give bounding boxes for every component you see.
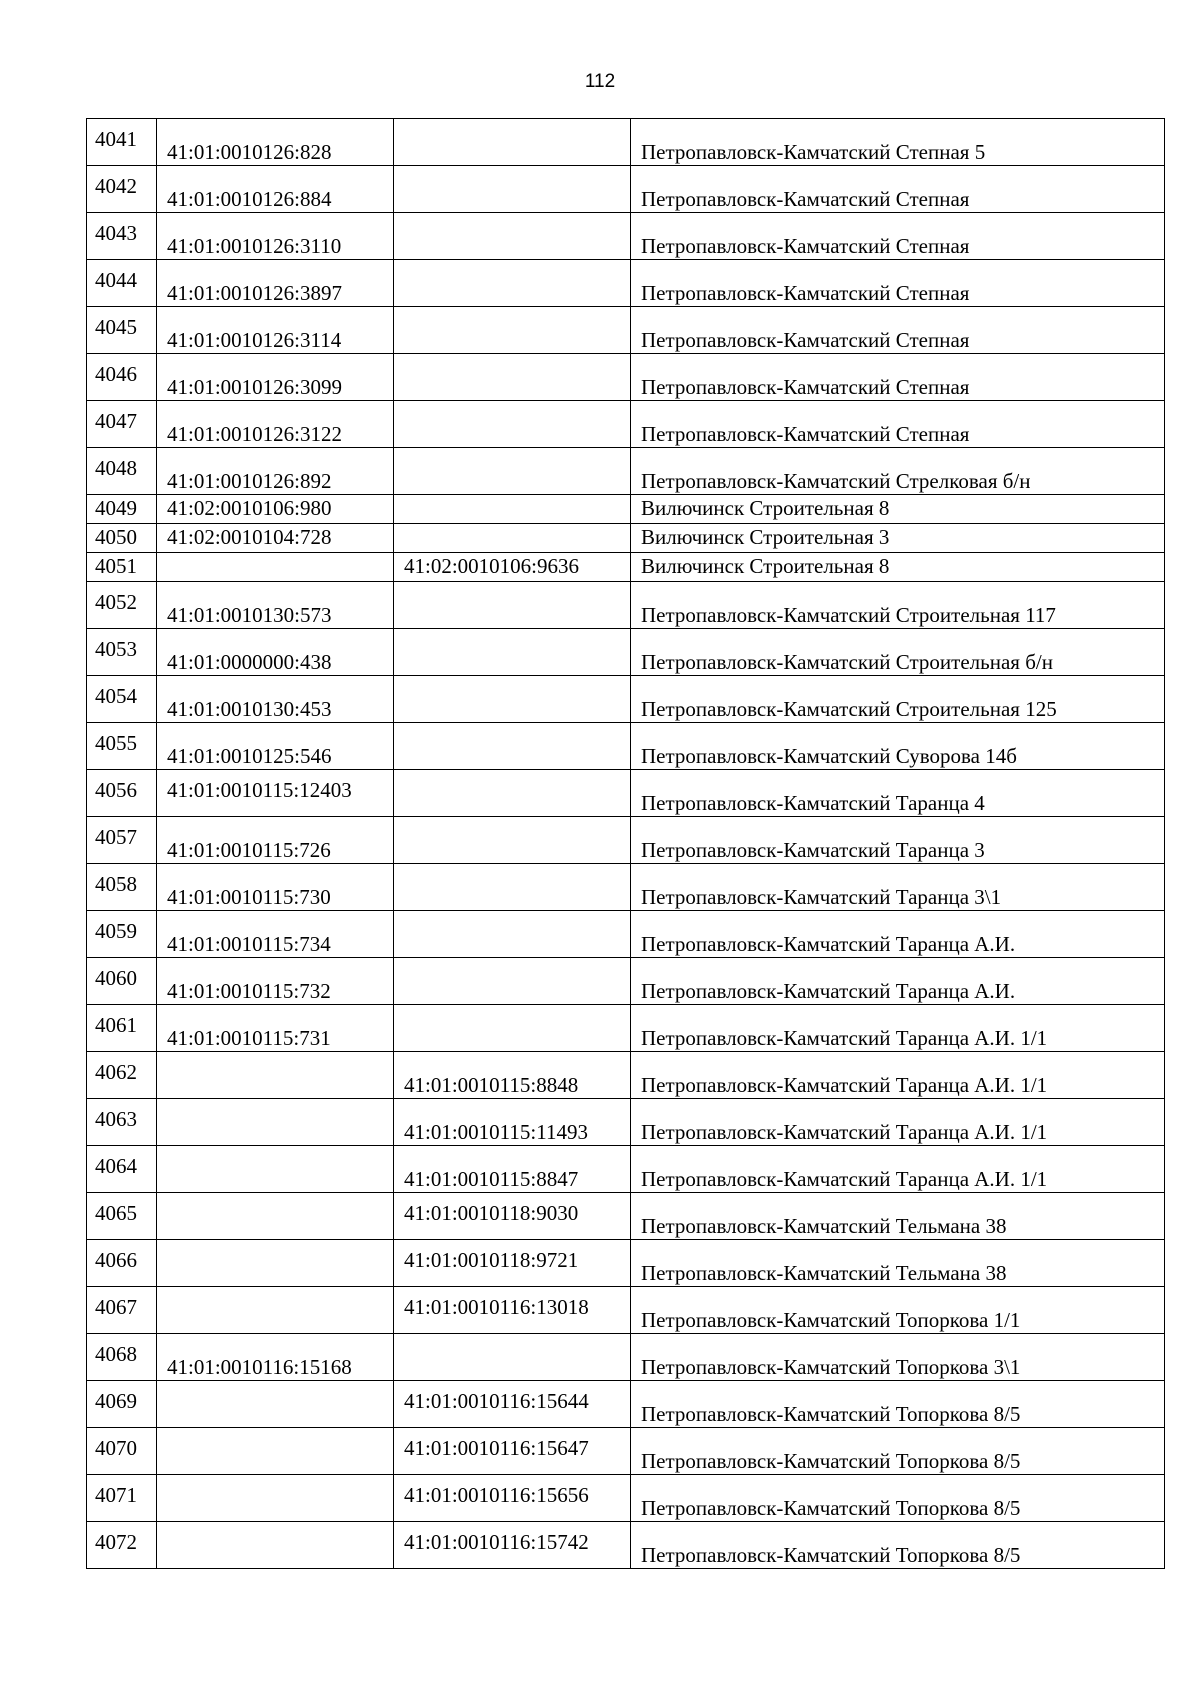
cadastral-number-cell — [157, 1287, 394, 1334]
address-cell — [631, 1193, 1165, 1240]
cadastral-number-cell — [157, 553, 394, 582]
cadastral-number-cell — [157, 1522, 394, 1569]
table-row — [87, 817, 1165, 864]
cadastral-number-text: 41:01:0010115:730 — [167, 885, 331, 909]
cadastral-number-2-text: 41:01:0010115:11493 — [404, 1120, 588, 1144]
row-number-text: 4071 — [95, 1483, 137, 1507]
cadastral-number-2-cell — [394, 723, 631, 770]
cadastral-number-text: 41:01:0010126:3122 — [167, 422, 343, 446]
cadastral-number-cell — [157, 448, 394, 495]
table-row — [87, 1475, 1165, 1522]
address-text: Петропавловск-Камчатский Степная — [641, 281, 970, 305]
address-text: Петропавловск-Камчатский Таранца А.И. — [641, 979, 1016, 1003]
address-text: Петропавловск-Камчатский Степная — [641, 187, 970, 211]
row-number-cell — [87, 1193, 157, 1240]
cadastral-number-cell — [157, 495, 394, 524]
address-cell — [631, 1146, 1165, 1193]
row-number-cell — [87, 723, 157, 770]
row-number-cell — [87, 629, 157, 676]
table-row — [87, 307, 1165, 354]
cadastral-number-text: 41:01:0010126:828 — [167, 140, 332, 164]
row-number-text: 4046 — [95, 362, 137, 386]
cadastral-number-text: 41:01:0010115:12403 — [167, 778, 352, 802]
cadastral-number-text: 41:01:0010126:892 — [167, 469, 332, 493]
cadastral-number-2-cell — [394, 864, 631, 911]
cadastral-number-2-text: 41:01:0010116:13018 — [404, 1295, 589, 1319]
table-row — [87, 1240, 1165, 1287]
row-number-text: 4062 — [95, 1060, 137, 1084]
row-number-text: 4056 — [95, 778, 137, 802]
cadastral-number-2-cell — [394, 354, 631, 401]
cadastral-number-2-cell — [394, 1381, 631, 1428]
row-number-text: 4059 — [95, 919, 137, 943]
row-number-cell — [87, 260, 157, 307]
row-number-cell — [87, 495, 157, 524]
row-number-text: 4045 — [95, 315, 137, 339]
cadastral-number-cell — [157, 911, 394, 958]
cadastral-number-text: 41:02:0010104:728 — [167, 525, 332, 549]
cadastral-number-text: 41:01:0010115:734 — [167, 932, 331, 956]
cadastral-number-2-text: 41:01:0010116:15656 — [404, 1483, 589, 1507]
row-number-text: 4067 — [95, 1295, 137, 1319]
address-cell — [631, 1099, 1165, 1146]
cadastral-number-cell — [157, 119, 394, 166]
cadastral-number-cell — [157, 1193, 394, 1240]
row-number-text: 4058 — [95, 872, 137, 896]
table-row — [87, 770, 1165, 817]
row-number-cell — [87, 1287, 157, 1334]
cadastral-number-2-cell — [394, 495, 631, 524]
cadastral-number-2-cell — [394, 307, 631, 354]
row-number-cell — [87, 1334, 157, 1381]
table-row — [87, 213, 1165, 260]
table-row — [87, 119, 1165, 166]
cadastral-number-2-cell — [394, 1099, 631, 1146]
cadastral-number-2-cell — [394, 524, 631, 553]
row-number-cell — [87, 307, 157, 354]
row-number-text: 4064 — [95, 1154, 137, 1178]
row-number-cell — [87, 1428, 157, 1475]
address-text: Петропавловск-Камчатский Степная — [641, 422, 970, 446]
row-number-text: 4053 — [95, 637, 137, 661]
address-text: Петропавловск-Камчатский Степная — [641, 234, 970, 258]
row-number-text: 4063 — [95, 1107, 137, 1131]
table-row — [87, 401, 1165, 448]
cadastral-number-cell — [157, 1475, 394, 1522]
row-number-cell — [87, 524, 157, 553]
cadastral-number-2-cell — [394, 1287, 631, 1334]
address-cell — [631, 1334, 1165, 1381]
cadastral-number-text: 41:01:0010116:15168 — [167, 1355, 352, 1379]
cadastral-number-cell — [157, 1334, 394, 1381]
cadastral-number-cell — [157, 817, 394, 864]
row-number-text: 4052 — [95, 590, 137, 614]
cadastral-number-cell — [157, 401, 394, 448]
cadastral-number-2-cell — [394, 260, 631, 307]
cadastral-number-2-text: 41:01:0010116:15647 — [404, 1436, 589, 1460]
table-row — [87, 166, 1165, 213]
cadastral-number-cell — [157, 1240, 394, 1287]
address-cell — [631, 1381, 1165, 1428]
address-cell — [631, 260, 1165, 307]
cadastral-number-2-text: 41:01:0010116:15742 — [404, 1530, 589, 1554]
address-cell — [631, 1240, 1165, 1287]
address-cell — [631, 629, 1165, 676]
row-number-text: 4051 — [95, 554, 137, 578]
row-number-cell — [87, 401, 157, 448]
table-row — [87, 864, 1165, 911]
address-cell — [631, 213, 1165, 260]
address-text: Петропавловск-Камчатский Топоркова 8/5 — [641, 1496, 1021, 1520]
cadastral-number-2-cell — [394, 448, 631, 495]
address-cell — [631, 1005, 1165, 1052]
address-cell — [631, 958, 1165, 1005]
address-text: Вилючинск Строительная 8 — [641, 554, 890, 578]
cadastral-number-2-cell — [394, 817, 631, 864]
address-text: Петропавловск-Камчатский Топоркова 8/5 — [641, 1402, 1021, 1426]
address-cell — [631, 1052, 1165, 1099]
table-row — [87, 582, 1165, 629]
address-cell — [631, 401, 1165, 448]
address-text: Вилючинск Строительная 3 — [641, 525, 890, 549]
cadastral-number-cell — [157, 1146, 394, 1193]
registry-table-body — [87, 119, 1165, 1569]
cadastral-number-cell — [157, 166, 394, 213]
cadastral-number-cell — [157, 864, 394, 911]
table-row — [87, 354, 1165, 401]
row-number-cell — [87, 911, 157, 958]
cadastral-number-cell — [157, 958, 394, 1005]
row-number-text: 4043 — [95, 221, 137, 245]
table-row — [87, 524, 1165, 553]
row-number-cell — [87, 119, 157, 166]
row-number-text: 4048 — [95, 456, 137, 480]
table-row — [87, 1522, 1165, 1569]
row-number-cell — [87, 958, 157, 1005]
row-number-cell — [87, 817, 157, 864]
cadastral-number-cell — [157, 676, 394, 723]
address-cell — [631, 495, 1165, 524]
address-cell — [631, 119, 1165, 166]
cadastral-number-2-cell — [394, 1193, 631, 1240]
row-number-text: 4041 — [95, 127, 137, 151]
row-number-cell — [87, 582, 157, 629]
cadastral-number-text: 41:01:0010130:453 — [167, 697, 332, 721]
row-number-text: 4060 — [95, 966, 137, 990]
row-number-text: 4065 — [95, 1201, 137, 1225]
cadastral-number-text: 41:02:0010106:980 — [167, 496, 332, 520]
row-number-text: 4047 — [95, 409, 137, 433]
row-number-cell — [87, 1146, 157, 1193]
cadastral-number-cell — [157, 770, 394, 817]
cadastral-number-text: 41:01:0010130:573 — [167, 603, 332, 627]
address-text: Петропавловск-Камчатский Тельмана 38 — [641, 1214, 1007, 1238]
address-cell — [631, 307, 1165, 354]
cadastral-number-2-cell — [394, 911, 631, 958]
address-text: Петропавловск-Камчатский Степная — [641, 375, 970, 399]
table-row — [87, 911, 1165, 958]
address-cell — [631, 1475, 1165, 1522]
cadastral-number-cell — [157, 1099, 394, 1146]
row-number-cell — [87, 166, 157, 213]
cadastral-number-cell — [157, 1381, 394, 1428]
cadastral-number-2-cell — [394, 1240, 631, 1287]
row-number-text: 4044 — [95, 268, 137, 292]
cadastral-number-text: 41:01:0010126:884 — [167, 187, 332, 211]
cadastral-number-cell — [157, 307, 394, 354]
address-text: Петропавловск-Камчатский Степная — [641, 328, 970, 352]
cadastral-number-text: 41:01:0000000:438 — [167, 650, 332, 674]
row-number-cell — [87, 1052, 157, 1099]
row-number-text: 4070 — [95, 1436, 137, 1460]
cadastral-number-cell — [157, 629, 394, 676]
address-text: Петропавловск-Камчатский Таранца А.И. 1/1 — [641, 1026, 1048, 1050]
address-text: Петропавловск-Камчатский Строительная б/н — [641, 650, 1053, 674]
row-number-cell — [87, 354, 157, 401]
cadastral-number-2-cell — [394, 401, 631, 448]
address-text: Петропавловск-Камчатский Стрелковая б/н — [641, 469, 1031, 493]
row-number-cell — [87, 676, 157, 723]
cadastral-number-cell — [157, 582, 394, 629]
table-row — [87, 1287, 1165, 1334]
cadastral-number-2-text: 41:01:0010116:15644 — [404, 1389, 589, 1413]
cadastral-number-text: 41:01:0010115:732 — [167, 979, 331, 1003]
row-number-cell — [87, 1240, 157, 1287]
cadastral-number-text: 41:01:0010126:3099 — [167, 375, 343, 399]
cadastral-number-cell — [157, 1052, 394, 1099]
row-number-cell — [87, 1005, 157, 1052]
cadastral-number-cell — [157, 213, 394, 260]
table-row — [87, 723, 1165, 770]
cadastral-number-2-cell — [394, 958, 631, 1005]
address-text: Петропавловск-Камчатский Топоркова 1/1 — [641, 1308, 1021, 1332]
address-text: Петропавловск-Камчатский Таранца А.И. 1/1 — [641, 1073, 1048, 1097]
address-text: Петропавловск-Камчатский Таранца А.И. — [641, 932, 1016, 956]
address-text: Петропавловск-Камчатский Строительная 117 — [641, 603, 1056, 627]
cadastral-number-2-cell — [394, 119, 631, 166]
table-row — [87, 553, 1165, 582]
cadastral-number-2-cell — [394, 1428, 631, 1475]
page-number: 112 — [584, 71, 616, 92]
row-number-text: 4057 — [95, 825, 137, 849]
cadastral-number-2-cell — [394, 582, 631, 629]
cadastral-number-2-text: 41:01:0010115:8847 — [404, 1167, 579, 1191]
cadastral-number-2-text: 41:02:0010106:9636 — [404, 554, 580, 578]
address-cell — [631, 770, 1165, 817]
row-number-text: 4049 — [95, 496, 137, 520]
row-number-text: 4069 — [95, 1389, 137, 1413]
address-text: Петропавловск-Камчатский Таранца 4 — [641, 791, 985, 815]
row-number-text: 4066 — [95, 1248, 137, 1272]
table-row — [87, 958, 1165, 1005]
cadastral-number-2-cell — [394, 1334, 631, 1381]
cadastral-number-text: 41:01:0010125:546 — [167, 744, 332, 768]
address-cell — [631, 911, 1165, 958]
table-row — [87, 1005, 1165, 1052]
cadastral-number-2-text: 41:01:0010115:8848 — [404, 1073, 579, 1097]
cadastral-number-text: 41:01:0010115:731 — [167, 1026, 331, 1050]
table-row — [87, 1099, 1165, 1146]
row-number-text: 4072 — [95, 1530, 137, 1554]
cadastral-number-text: 41:01:0010126:3897 — [167, 281, 343, 305]
table-row — [87, 1428, 1165, 1475]
row-number-cell — [87, 553, 157, 582]
cadastral-number-2-cell — [394, 629, 631, 676]
address-text: Вилючинск Строительная 8 — [641, 496, 890, 520]
cadastral-number-2-cell — [394, 770, 631, 817]
table-row — [87, 448, 1165, 495]
table-row — [87, 495, 1165, 524]
row-number-cell — [87, 213, 157, 260]
row-number-text: 4050 — [95, 525, 137, 549]
row-number-cell — [87, 1475, 157, 1522]
address-cell — [631, 354, 1165, 401]
cadastral-number-2-cell — [394, 166, 631, 213]
address-text: Петропавловск-Камчатский Топоркова 8/5 — [641, 1449, 1021, 1473]
address-text: Петропавловск-Камчатский Топоркова 3\1 — [641, 1355, 1021, 1379]
table-row — [87, 629, 1165, 676]
row-number-text: 4054 — [95, 684, 137, 708]
address-text: Петропавловск-Камчатский Таранца 3 — [641, 838, 985, 862]
cadastral-number-2-cell — [394, 1475, 631, 1522]
row-number-cell — [87, 1522, 157, 1569]
cadastral-number-cell — [157, 354, 394, 401]
cadastral-number-cell — [157, 723, 394, 770]
cadastral-number-text: 41:01:0010126:3110 — [167, 234, 342, 258]
address-cell — [631, 1287, 1165, 1334]
address-cell — [631, 723, 1165, 770]
cadastral-number-cell — [157, 260, 394, 307]
address-text: Петропавловск-Камчатский Таранца А.И. 1/1 — [641, 1167, 1048, 1191]
row-number-cell — [87, 1381, 157, 1428]
table-row — [87, 1334, 1165, 1381]
cadastral-number-cell — [157, 524, 394, 553]
cadastral-number-2-cell — [394, 553, 631, 582]
row-number-cell — [87, 770, 157, 817]
table-row — [87, 1193, 1165, 1240]
address-cell — [631, 166, 1165, 213]
cadastral-number-cell — [157, 1428, 394, 1475]
address-cell — [631, 553, 1165, 582]
cadastral-number-cell — [157, 1005, 394, 1052]
address-cell — [631, 864, 1165, 911]
cadastral-number-text: 41:01:0010126:3114 — [167, 328, 342, 352]
table-row — [87, 260, 1165, 307]
address-cell — [631, 1522, 1165, 1569]
address-text: Петропавловск-Камчатский Степная 5 — [641, 140, 986, 164]
cadastral-number-2-cell — [394, 213, 631, 260]
address-cell — [631, 524, 1165, 553]
address-text: Петропавловск-Камчатский Суворова 14б — [641, 744, 1017, 768]
row-number-cell — [87, 864, 157, 911]
cadastral-number-2-text: 41:01:0010118:9030 — [404, 1201, 579, 1225]
row-number-cell — [87, 448, 157, 495]
address-text: Петропавловск-Камчатский Тельмана 38 — [641, 1261, 1007, 1285]
table-row — [87, 1146, 1165, 1193]
table-row — [87, 676, 1165, 723]
address-text: Петропавловск-Камчатский Таранца 3\1 — [641, 885, 1002, 909]
registry-table — [86, 118, 1165, 1569]
row-number-text: 4061 — [95, 1013, 137, 1037]
cadastral-number-2-text: 41:01:0010118:9721 — [404, 1248, 579, 1272]
row-number-text: 4068 — [95, 1342, 137, 1366]
address-text: Петропавловск-Камчатский Топоркова 8/5 — [641, 1543, 1021, 1567]
address-cell — [631, 1428, 1165, 1475]
address-cell — [631, 448, 1165, 495]
cadastral-number-2-cell — [394, 1052, 631, 1099]
address-cell — [631, 582, 1165, 629]
cadastral-number-2-cell — [394, 1522, 631, 1569]
cadastral-number-2-cell — [394, 676, 631, 723]
address-text: Петропавловск-Камчатский Таранца А.И. 1/1 — [641, 1120, 1048, 1144]
table-row — [87, 1381, 1165, 1428]
address-cell — [631, 817, 1165, 864]
address-text: Петропавловск-Камчатский Строительная 125 — [641, 697, 1057, 721]
row-number-text: 4055 — [95, 731, 137, 755]
cadastral-number-2-cell — [394, 1005, 631, 1052]
cadastral-number-text: 41:01:0010115:726 — [167, 838, 331, 862]
row-number-text: 4042 — [95, 174, 137, 198]
address-cell — [631, 676, 1165, 723]
row-number-cell — [87, 1099, 157, 1146]
cadastral-number-2-cell — [394, 1146, 631, 1193]
table-row — [87, 1052, 1165, 1099]
